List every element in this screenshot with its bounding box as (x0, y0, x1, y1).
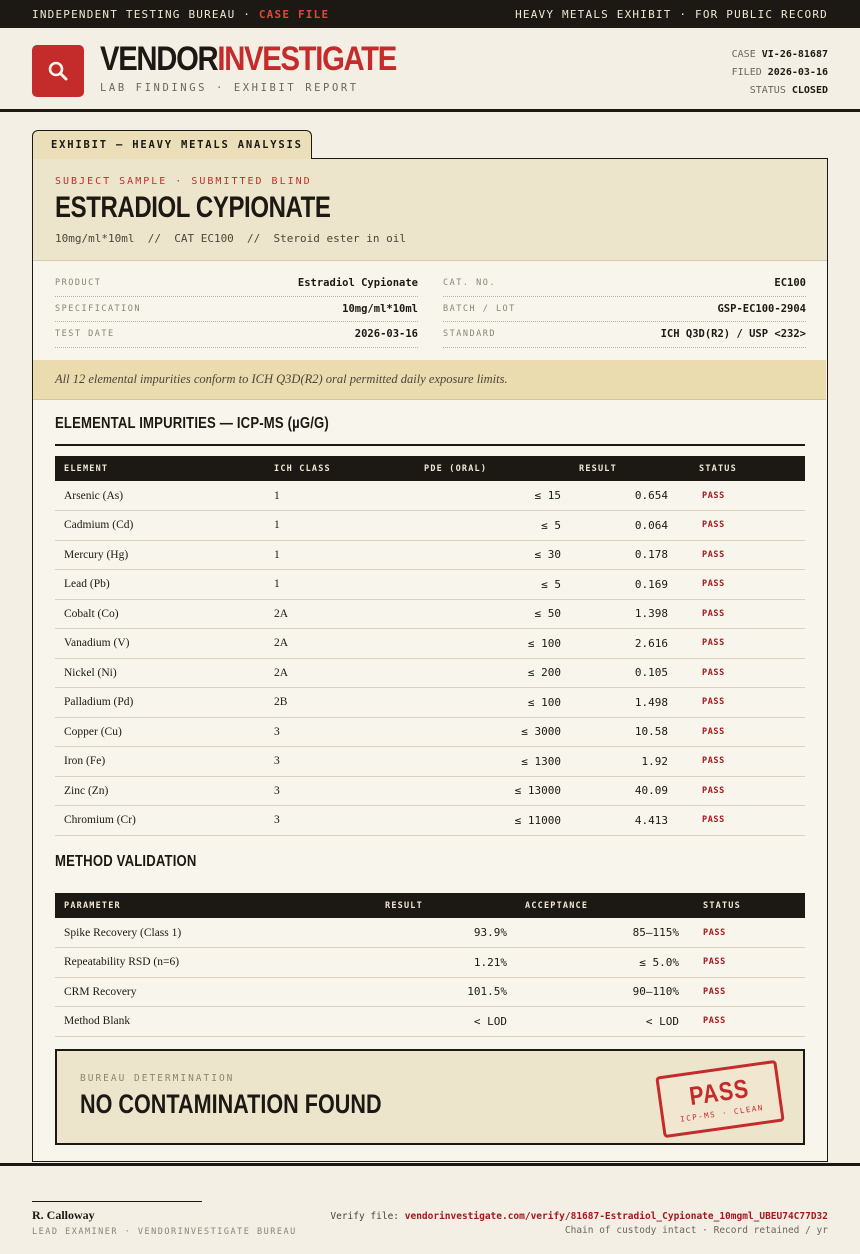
acceptance-cell: 85–115% (515, 918, 687, 948)
table-row (55, 688, 805, 718)
class-cell: 1 (265, 540, 415, 570)
info-row: CAT. NO. EC100 (443, 271, 806, 297)
verify-link[interactable]: vendorinvestigate.com/verify/81687-Estradiol_Cypionate_10mgml_UBEU74C77D32 (404, 1211, 828, 1222)
class-cell: 2A (265, 629, 415, 659)
stamp-main: PASS (687, 1073, 751, 1112)
product-description: 10mg/ml*10ml // CAT EC100 // Steroid ester in oil (55, 232, 406, 245)
status-cell: PASS (687, 1007, 805, 1037)
table-row (55, 776, 805, 806)
class-cell: 2A (265, 658, 415, 688)
pass-stamp (655, 1060, 784, 1138)
table-header-row (55, 456, 805, 481)
subject-kicker: SUBJECT SAMPLE · SUBMITTED BLIND (55, 176, 312, 187)
col-header[interactable]: ICH CLASS (274, 463, 331, 474)
pde-cell: ≤ 5 (415, 570, 570, 600)
exhibit-tab[interactable]: EXHIBIT — HEAVY METALS ANALYSIS (32, 130, 312, 159)
col-header[interactable]: PDE (ORAL) (424, 463, 488, 474)
table-row (55, 570, 805, 600)
status-cell: PASS (690, 599, 805, 629)
table-row (55, 1007, 805, 1037)
table-row (55, 658, 805, 688)
parameter-cell: Method Blank (55, 1007, 335, 1037)
status-cell: PASS (687, 918, 805, 948)
case-number: CASE VI-26-81687 (731, 49, 828, 60)
footer-rule (0, 1163, 860, 1166)
info-row: SPECIFICATION 10mg/ml*10ml (55, 297, 418, 323)
element-cell: Copper (Cu) (55, 717, 265, 747)
result-cell: < LOD (335, 1007, 515, 1037)
pde-cell: ≤ 50 (415, 599, 570, 629)
info-row: TEST DATE 2026-03-16 (55, 322, 418, 348)
status-cell: PASS (690, 806, 805, 836)
element-cell: Vanadium (V) (55, 629, 265, 659)
acceptance-cell: ≤ 5.0% (515, 948, 687, 978)
table-header-row (55, 893, 805, 918)
status-cell: PASS (690, 747, 805, 777)
pde-cell: ≤ 30 (415, 540, 570, 570)
status-cell: PASS (690, 629, 805, 659)
determination-value: NO CONTAMINATION FOUND (80, 1089, 382, 1119)
brand-name: VENDORINVESTIGATE (100, 40, 396, 78)
acceptance-cell: 90–110% (515, 977, 687, 1007)
info-column-left (55, 271, 418, 348)
custody-note: Chain of custody intact · Record retained / yr (564, 1225, 828, 1236)
class-cell: 2A (265, 599, 415, 629)
element-cell: Lead (Pb) (55, 570, 265, 600)
col-header[interactable]: STATUS (699, 463, 737, 474)
verify-line: Verify file: vendorinvestigate.com/verify/81687-Estradiol_Cypionate_10mgml_UBEU74C77D32 (330, 1211, 828, 1222)
info-row: STANDARD ICH Q3D(R2) / USP <232> (443, 322, 806, 348)
table-row (55, 540, 805, 570)
class-cell: 3 (265, 717, 415, 747)
status-cell: PASS (690, 540, 805, 570)
table-row (55, 948, 805, 978)
element-cell: Zinc (Zn) (55, 776, 265, 806)
bureau-label: INDEPENDENT TESTING BUREAU · CASE FILE (32, 7, 330, 21)
result-cell: 1.498 (570, 688, 690, 718)
status-cell: PASS (690, 481, 805, 511)
pde-cell: ≤ 3000 (415, 717, 570, 747)
case-meta (732, 46, 828, 100)
pde-cell: ≤ 100 (415, 629, 570, 659)
table-row (55, 599, 805, 629)
element-cell: Cadmium (Cd) (55, 511, 265, 541)
class-cell: 1 (265, 570, 415, 600)
element-cell: Arsenic (As) (55, 481, 265, 511)
info-column-right (443, 271, 806, 348)
class-cell: 2B (265, 688, 415, 718)
magnifier-icon (46, 59, 70, 83)
col-header[interactable]: PARAMETER (64, 900, 121, 911)
result-cell: 0.064 (570, 511, 690, 541)
brand-tagline: LAB FINDINGS · EXHIBIT REPORT (100, 82, 359, 94)
exhibit-card (32, 158, 828, 1162)
table-row (55, 806, 805, 836)
col-header[interactable]: ELEMENT (64, 463, 109, 474)
table-row (55, 977, 805, 1007)
pde-cell: ≤ 15 (415, 481, 570, 511)
validation-table (55, 893, 805, 1037)
table-row (55, 747, 805, 777)
result-cell: 101.5% (335, 977, 515, 1007)
conformance-banner: All 12 elemental impurities conform to ICH Q3D(R2) oral permitted daily exposure limits. (33, 360, 826, 400)
table-row (55, 629, 805, 659)
pde-cell: ≤ 100 (415, 688, 570, 718)
result-cell: 93.9% (335, 918, 515, 948)
info-row: BATCH / LOT GSP-EC100-2904 (443, 297, 806, 323)
element-cell: Palladium (Pd) (55, 688, 265, 718)
col-header[interactable]: RESULT (579, 463, 617, 474)
stamp-sub: ICP-MS · CLEAN (679, 1103, 765, 1124)
pde-cell: ≤ 1300 (415, 747, 570, 777)
case-status: STATUS CLOSED (749, 85, 828, 96)
impurities-table (55, 456, 805, 836)
element-cell: Mercury (Hg) (55, 540, 265, 570)
class-cell: 1 (265, 511, 415, 541)
filed-date: FILED 2026-03-16 (731, 67, 828, 78)
table-row (55, 481, 805, 511)
parameter-cell: Repeatability RSD (n=6) (55, 948, 335, 978)
validation-title: METHOD VALIDATION (55, 853, 197, 870)
status-cell: PASS (687, 948, 805, 978)
result-cell: 0.654 (570, 481, 690, 511)
parameter-cell: Spike Recovery (Class 1) (55, 918, 335, 948)
status-cell: PASS (690, 570, 805, 600)
impurities-title: ELEMENTAL IMPURITIES — ICP-MS (µG/G) (55, 415, 329, 432)
status-cell: PASS (690, 717, 805, 747)
table-row (55, 717, 805, 747)
result-cell: 10.58 (570, 717, 690, 747)
pde-cell: ≤ 13000 (415, 776, 570, 806)
table-row (55, 918, 805, 948)
result-cell: 1.21% (335, 948, 515, 978)
status-cell: PASS (690, 511, 805, 541)
result-cell: 0.178 (570, 540, 690, 570)
class-cell: 3 (265, 806, 415, 836)
result-cell: 1.92 (570, 747, 690, 777)
brand-logo[interactable] (32, 45, 84, 97)
result-cell: 0.169 (570, 570, 690, 600)
signature-line (32, 1201, 202, 1202)
determination-panel (55, 1049, 805, 1145)
pde-cell: ≤ 200 (415, 658, 570, 688)
status-cell: PASS (690, 776, 805, 806)
examiner-name: R. Calloway (32, 1208, 95, 1222)
parameter-cell: CRM Recovery (55, 977, 335, 1007)
examiner-role: LEAD EXAMINER · VENDORINVESTIGATE BUREAU (32, 1227, 297, 1237)
col-header[interactable]: STATUS (703, 900, 741, 911)
element-cell: Nickel (Ni) (55, 658, 265, 688)
result-cell: 40.09 (570, 776, 690, 806)
element-cell: Cobalt (Co) (55, 599, 265, 629)
product-title: ESTRADIOL CYPIONATE (55, 191, 331, 224)
case-file-flag: CASE FILE (258, 7, 330, 21)
element-cell: Iron (Fe) (55, 747, 265, 777)
top-strip (0, 0, 860, 28)
report-header (0, 28, 860, 112)
result-cell: 4.413 (570, 806, 690, 836)
exhibit-label: HEAVY METALS EXHIBIT · FOR PUBLIC RECORD (515, 7, 828, 21)
section-rule (55, 444, 805, 446)
result-cell: 0.105 (570, 658, 690, 688)
col-header[interactable]: RESULT (385, 900, 423, 911)
determination-label: BUREAU DETERMINATION (80, 1073, 235, 1084)
class-cell: 3 (265, 776, 415, 806)
status-cell: PASS (690, 658, 805, 688)
subject-panel (33, 159, 827, 261)
table-row (55, 511, 805, 541)
result-cell: 1.398 (570, 599, 690, 629)
pde-cell: ≤ 5 (415, 511, 570, 541)
status-cell: PASS (690, 688, 805, 718)
status-cell: PASS (687, 977, 805, 1007)
class-cell: 3 (265, 747, 415, 777)
element-cell: Chromium (Cr) (55, 806, 265, 836)
info-row: PRODUCT Estradiol Cypionate (55, 271, 418, 297)
col-header[interactable]: ACCEPTANCE (525, 900, 589, 911)
acceptance-cell: < LOD (515, 1007, 687, 1037)
class-cell: 1 (265, 481, 415, 511)
result-cell: 2.616 (570, 629, 690, 659)
pde-cell: ≤ 11000 (415, 806, 570, 836)
